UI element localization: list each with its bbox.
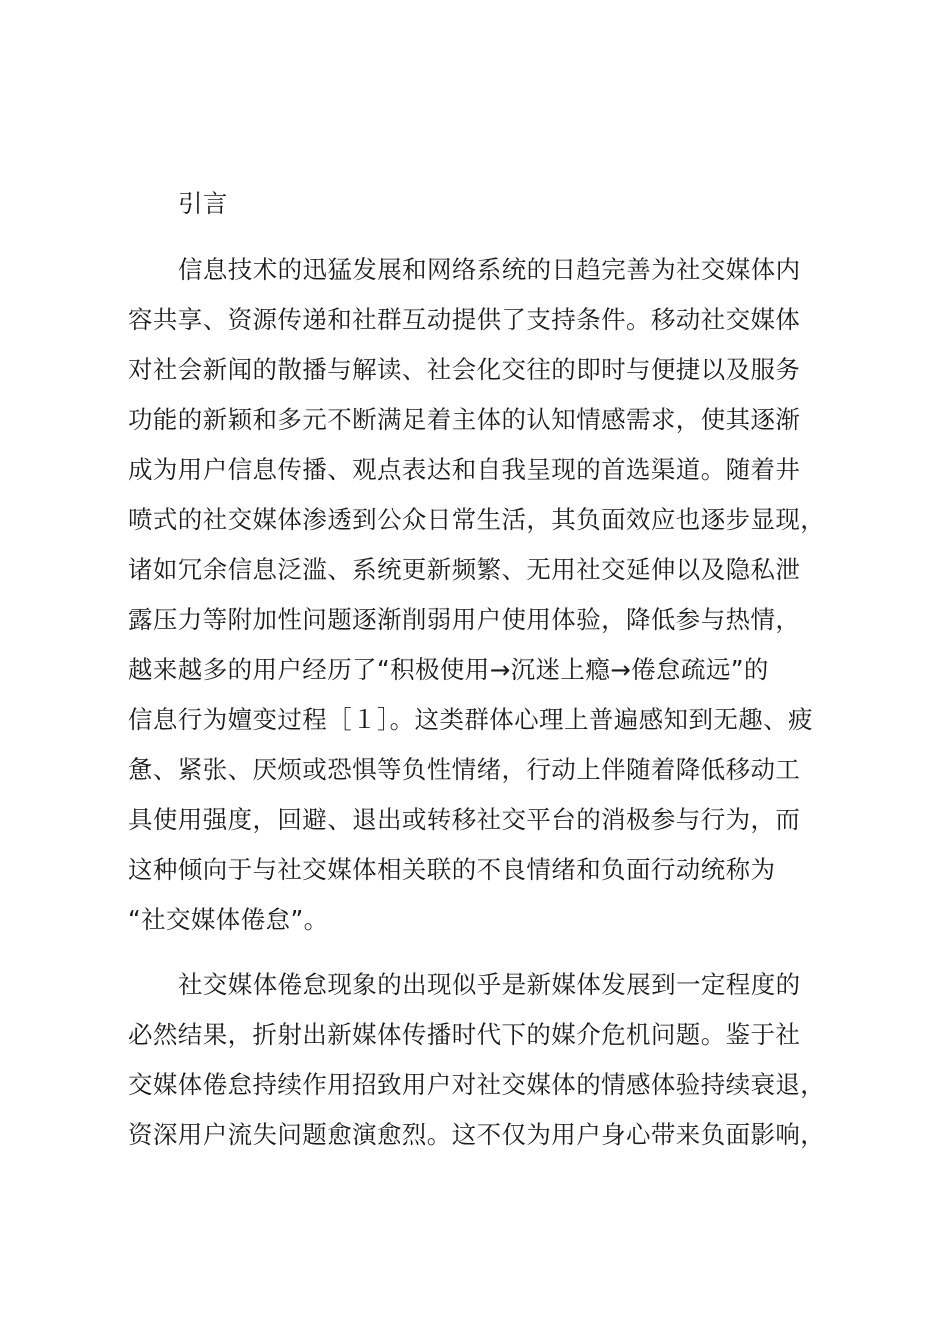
paragraph-line: 功能的新颖和多元不断满足着主体的认知情感需求，使其逐渐: [128, 405, 801, 434]
paragraph-line: 交媒体倦怠持续作用招致用户对社交媒体的情感体验持续衰退，: [128, 1070, 826, 1099]
paragraph-line: 具使用强度，回避、退出或转移社交平台的消极参与行为，而: [128, 805, 801, 834]
section-heading: 引言: [178, 189, 228, 218]
paragraph-line: 越来越多的用户经历了“积极使用→沉迷上瘾→倦怠疏远”的: [128, 655, 769, 684]
paragraph-line: 社交媒体倦怠现象的出现似乎是新媒体发展到一定程度的: [178, 970, 801, 999]
paragraph-line: 喷式的社交媒体渗透到公众日常生活，其负面效应也逐步显现，: [128, 505, 826, 534]
paragraph-line: 信息技术的迅猛发展和网络系统的日趋完善为社交媒体内: [178, 255, 801, 284]
paragraph-line: 惫、紧张、厌烦或恐惧等负性情绪，行动上伴随着降低移动工: [128, 755, 801, 784]
paragraph-line: 这种倾向于与社交媒体相关联的不良情绪和负面行动统称为: [128, 855, 776, 884]
paragraph-line: 容共享、资源传递和社群互动提供了支持条件。移动社交媒体: [128, 305, 801, 334]
paragraph-line: 必然结果，折射出新媒体传播时代下的媒介危机问题。鉴于社: [128, 1020, 801, 1049]
paragraph-line: 诸如冗余信息泛滥、系统更新频繁、无用社交延伸以及隐私泄: [128, 555, 801, 584]
paragraph-line: 对社会新闻的散播与解读、社会化交往的即时与便捷以及服务: [128, 355, 801, 384]
paragraph-line: 资深用户流失问题愈演愈烈。这不仅为用户身心带来负面影响，: [128, 1120, 826, 1149]
paragraph-line: 成为用户信息传播、观点表达和自我呈现的首选渠道。随着井: [128, 455, 801, 484]
paragraph-line: 露压力等附加性问题逐渐削弱用户使用体验，降低参与热情，: [128, 605, 801, 634]
paragraph-line: 信息行为嬗变过程［１］。这类群体心理上普遍感知到无趣、疲: [128, 705, 813, 734]
paragraph-line: “社交媒体倦怠”。: [128, 905, 329, 934]
